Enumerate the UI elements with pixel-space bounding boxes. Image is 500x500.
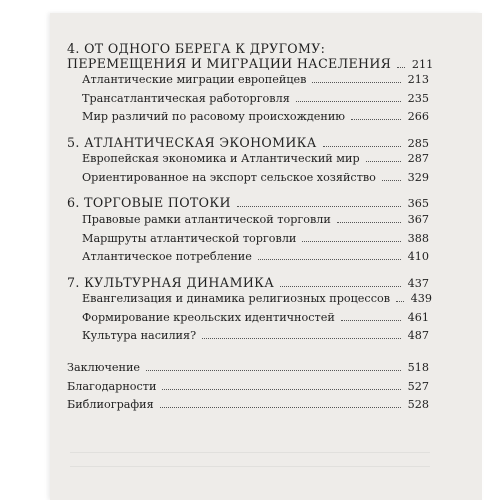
chapter-title: 5. АТЛАНТИЧЕСКАЯ ЭКОНОМИКА [67, 134, 317, 150]
entry-page-number: 518 [407, 361, 429, 375]
entry-title: Заключение [67, 361, 141, 375]
section-title: Маршруты атлантической торговли [82, 231, 297, 245]
section-page-number: 367 [407, 212, 429, 226]
bleed-through-line [70, 452, 430, 453]
section-title: Атлантические миграции европейцев [82, 73, 307, 86]
toc-entry[interactable] [67, 230, 429, 249]
section-page-number: 388 [407, 231, 429, 245]
section-title: Ориентированное на экспорт сельское хозяйство [82, 170, 376, 184]
entry-page-number: 527 [407, 379, 429, 393]
dot-leader [366, 161, 401, 162]
bleed-through-line [70, 466, 430, 467]
entry-title: Библиография [67, 398, 154, 412]
dot-leader [160, 407, 401, 408]
chapter-6 [67, 196, 429, 266]
section-title: Европейская экономика и Атлантический мир [82, 152, 360, 166]
dot-leader [396, 301, 404, 302]
chapter-title-line1: 4. ОТ ОДНОГО БЕРЕГА К ДРУГОМУ: [67, 41, 326, 56]
section-page-number: 266 [407, 110, 429, 124]
section-title: Формирование креольских идентичностей [82, 310, 335, 324]
chapter-title-row[interactable] [67, 196, 429, 211]
section-page-number: 329 [407, 170, 429, 184]
chapter-title-line2: ПЕРЕМЕЩЕНИЯ И МИГРАЦИИ НАСЕЛЕНИЯ [67, 55, 392, 71]
dot-leader [162, 389, 401, 390]
toc-entry[interactable] [67, 309, 429, 328]
chapter-heading [67, 41, 434, 71]
section-page-number: 235 [407, 91, 429, 105]
section-title: Атлантическое потребление [82, 250, 252, 264]
toc-entry[interactable] [67, 327, 429, 346]
dot-leader [296, 101, 401, 102]
chapter-page-number: 211 [411, 57, 434, 71]
toc-entry-conclusion[interactable] [67, 359, 429, 378]
chapter-title: 6. ТОРГОВЫЕ ПОТОКИ [67, 195, 231, 211]
back-matter [67, 359, 429, 415]
dot-leader [302, 241, 401, 242]
toc-entry[interactable] [67, 90, 429, 109]
section-page-number: 439 [410, 292, 432, 306]
section-page-number: 287 [407, 152, 429, 166]
chapter-7 [67, 274, 432, 346]
section-title: Культура насилия? [82, 329, 197, 343]
chapter-4 [67, 41, 434, 127]
dot-leader [258, 259, 401, 260]
chapter-page-number: 285 [407, 136, 429, 150]
dot-leader [382, 180, 401, 181]
dot-leader [202, 338, 401, 339]
dot-leader [323, 146, 401, 147]
section-page-number: 461 [407, 310, 429, 324]
chapter-heading [67, 136, 429, 151]
section-page-number: 410 [407, 250, 429, 264]
toc-entry[interactable] [67, 211, 429, 230]
toc-entry-acknowledgements[interactable] [67, 378, 429, 397]
toc-entry[interactable] [67, 290, 432, 309]
entry-title: Благодарности [67, 379, 157, 393]
section-page-number: 487 [407, 329, 429, 343]
chapter-5 [67, 136, 429, 188]
entry-page-number: 528 [407, 398, 429, 412]
chapter-heading [67, 196, 429, 211]
section-title: Трансатлантическая работорговля [82, 91, 290, 105]
toc-entry[interactable] [67, 169, 429, 188]
toc-entry[interactable] [67, 108, 429, 127]
section-title: Евангелизация и динамика религиозных процессов [82, 292, 390, 306]
section-title: Правовые рамки атлантической торговли [82, 212, 331, 226]
dot-leader [237, 206, 401, 207]
dot-leader [351, 119, 401, 120]
chapter-title: 7. КУЛЬТУРНАЯ ДИНАМИКА [67, 274, 275, 290]
dot-leader [341, 320, 401, 321]
toc-entry[interactable] [67, 150, 429, 169]
chapter-title-row [67, 55, 434, 72]
chapter-title-row[interactable] [67, 276, 429, 291]
dot-leader [337, 222, 401, 223]
toc-entry-bibliography[interactable] [67, 396, 429, 415]
toc-entry[interactable] [67, 71, 429, 90]
dot-leader [146, 370, 401, 371]
dot-leader [312, 82, 401, 83]
dot-leader [280, 286, 401, 287]
toc-entry[interactable] [67, 248, 429, 267]
chapter-heading [67, 276, 429, 291]
section-title: Мир различий по расовому происхождению [82, 110, 346, 124]
chapter-title-row[interactable] [67, 136, 429, 151]
section-page-number: 213 [407, 73, 429, 86]
chapter-page-number: 437 [407, 276, 429, 290]
table-of-contents [67, 38, 434, 415]
chapter-page-number: 365 [407, 197, 429, 211]
dot-leader [397, 67, 405, 68]
